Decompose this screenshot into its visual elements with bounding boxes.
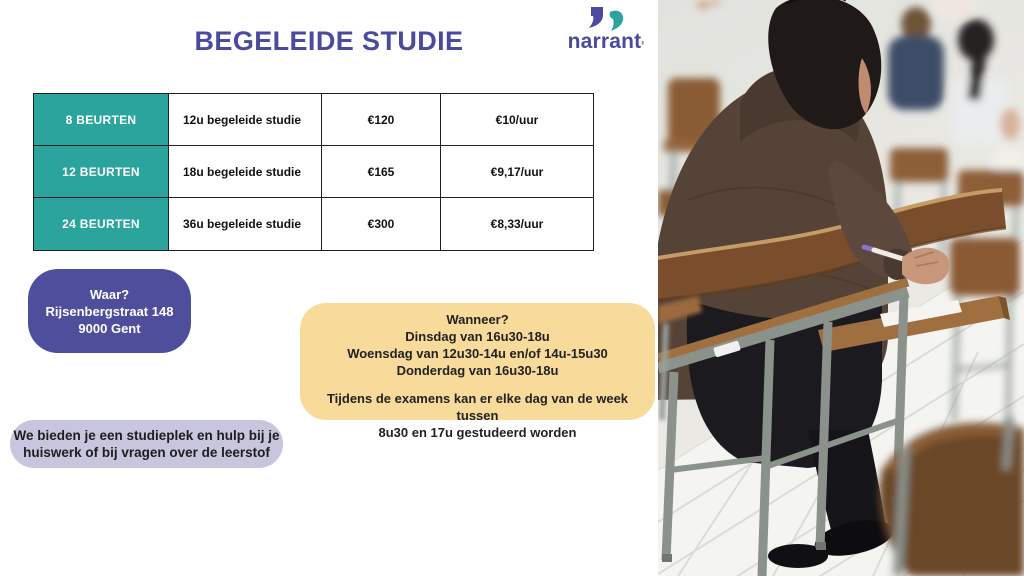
table-cell-price: €165: [322, 146, 441, 198]
logo-wordmark: narrant❜: [567, 30, 645, 53]
table-cell-price: €120: [322, 94, 441, 146]
where-box: [28, 269, 191, 353]
table-cell-price: €300: [322, 198, 441, 250]
narrant-logo: [552, 6, 660, 55]
classroom-photo: [658, 0, 1024, 576]
table-cell-rate: €10/uur: [441, 94, 593, 146]
table-cell-rate: €9,17/uur: [441, 146, 593, 198]
when-schedule-line: Woensdag van 12u30-14u en/of 14u-15u30: [347, 346, 608, 361]
when-heading: Wanneer?: [446, 312, 509, 327]
table-cell-sessions: 12 BEURTEN: [34, 146, 169, 198]
logo-tiny-mark: ❜: [641, 40, 645, 50]
table-cell-description: 12u begeleide studie: [169, 94, 322, 146]
classroom-photo-illustration: [658, 0, 1024, 576]
pricing-table: [33, 93, 594, 251]
info-pill: [10, 420, 283, 468]
quote-marks-icon: [552, 6, 660, 32]
when-exam-note-line: 8u30 en 17u gestudeerd worden: [378, 425, 577, 440]
table-cell-sessions: 24 BEURTEN: [34, 198, 169, 250]
where-address: Rijsenbergstraat 148: [45, 303, 174, 319]
when-exam-note-line: Tijdens de examens kan er elke dag van de week tussen: [326, 391, 629, 423]
table-cell-description: 18u begeleide studie: [169, 146, 322, 198]
table-cell-rate: €8,33/uur: [441, 198, 593, 250]
where-heading: Waar?: [89, 286, 130, 302]
when-schedule-line: Dinsdag van 16u30-18u: [405, 329, 550, 344]
page-title: BEGELEIDE STUDIE: [194, 26, 464, 56]
when-schedule-line: Donderdag van 16u30-18u: [396, 363, 559, 378]
where-city: 9000 Gent: [78, 320, 141, 336]
spacer: [306, 379, 649, 390]
table-cell-sessions: 8 BEURTEN: [34, 94, 169, 146]
info-pill-line: huiswerk of bij vragen over de leerstof: [23, 445, 270, 460]
when-box: [300, 303, 655, 440]
table-cell-description: 36u begeleide studie: [169, 198, 322, 250]
info-pill-line: We bieden je een studieplek en hulp bij je: [13, 427, 280, 443]
